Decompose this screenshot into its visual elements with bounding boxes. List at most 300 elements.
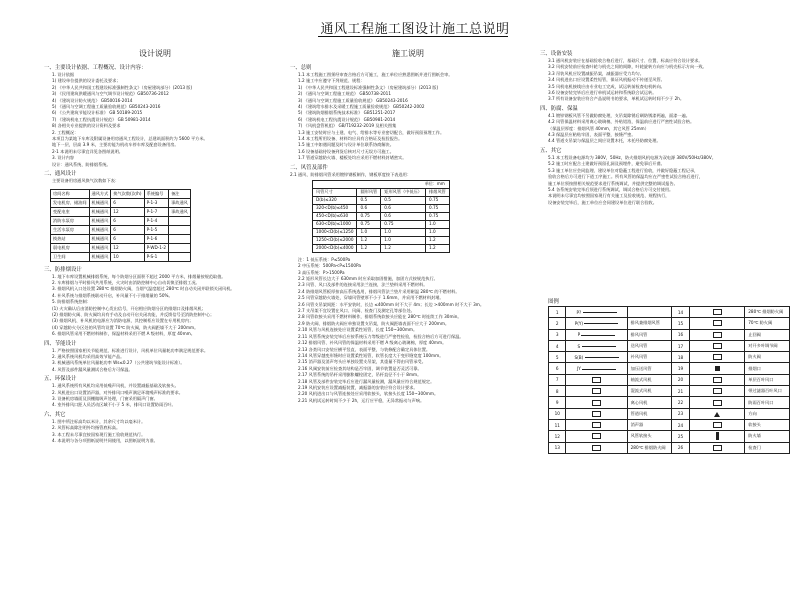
note-line: 2. 工程概况： — [52, 129, 79, 135]
legend-table — [548, 306, 790, 454]
table-cell: 12 — [111, 243, 144, 252]
note-line: 3.6 设备安装完毕后应进行单机试运转和系统联合试运转。 — [548, 90, 657, 96]
legend-cell — [566, 386, 627, 397]
ventilation-table — [50, 189, 191, 262]
note-line: 2.10 风管与风机连接处应设置柔性短管，长度 150~300mm。 — [298, 327, 418, 333]
note-line: 本说明未尽事宜均按照国家现行有关施工及验收规范、规程执行， — [548, 193, 670, 199]
note-line: 5) 《建筑防烟排烟系统技术标准》 GB51251-2017 — [298, 110, 396, 116]
legend-cell — [689, 442, 744, 453]
legend-cell — [689, 352, 744, 363]
table-cell: 消防水泵房 — [51, 216, 90, 225]
legend-cell — [566, 419, 627, 430]
note-line: (1) 火灾确认后由消防控制中心发出信号，开启相应防烟分区的排烟口及排烟风机； — [52, 305, 206, 311]
legend-symbol-box — [713, 309, 722, 315]
note-line: 2.3 风管、风口及部件的连接采用法兰连接，法兰垫料采用不燃材料。 — [298, 282, 428, 288]
legend-cell — [689, 307, 744, 318]
table-row — [313, 212, 450, 220]
legend-row — [549, 352, 790, 363]
note-line: 1. 图中所注标高均以米计，其余尺寸均以毫米计。 — [52, 418, 146, 424]
note-line: 2.21 风机试运转时间不少于 2h，运行应平稳，无异常振动与声响。 — [298, 397, 425, 403]
legend-cell — [566, 374, 627, 385]
note-line: 3.4 风机进出口应设置柔性短管，保证风机振动不传递至风管。 — [548, 77, 665, 83]
legend-cell: 轴流式风机 — [627, 374, 672, 385]
legend-symbol-box — [713, 422, 722, 428]
table-cell: 机械通风 — [89, 234, 111, 243]
table-cell — [169, 252, 191, 261]
equipment-section-3-body — [540, 58, 790, 103]
note-line: 3. 本工程未尽事宜按国家现行施工验收规范执行。 — [52, 431, 146, 437]
equipment-section-4-heading: 四、防腐、保温 — [540, 105, 578, 112]
note-line: 2.4 防排烟风管板厚按高压系统选用，排烟风管法兰垫片采用耐温 280℃ 的不燃材料。 — [298, 288, 460, 294]
legend-cell — [566, 397, 627, 408]
legend-symbol-box — [713, 400, 722, 406]
legend-cell: 3 — [549, 329, 566, 340]
legend-row — [549, 363, 790, 374]
legend-cell: 280℃ 排烟防火阀 — [627, 442, 672, 453]
legend-cell: 消声器 — [627, 419, 672, 430]
legend-row — [549, 408, 790, 419]
ventilation-table-header — [51, 189, 191, 198]
table-header-cell: 圆形风管 — [357, 189, 381, 197]
table-cell: 0.5 — [381, 197, 426, 205]
design-section-2-intro: 主要设备用房通风换气次数如下表： — [52, 178, 120, 184]
table-header-cell: 换气次数(次/h) — [111, 189, 144, 198]
note-line: (2) 排烟防火阀、防火阀均具有手动及自动开启关闭功能，并反馈信号至消防控制中心； — [52, 311, 215, 317]
legend-cell — [689, 329, 744, 340]
table-cell: 2000<D(b)≤4000 — [313, 244, 357, 252]
note-line: 2.8 风管软接头采用不燃材料制作，排烟系统软接头应能在 280℃ 时连续工作 30min。 — [298, 314, 462, 320]
table-cell: 机械通风 — [89, 252, 111, 261]
note-line: 3 高压系统：P>1500Pa — [298, 269, 345, 275]
legend-symbol-line — [581, 335, 615, 336]
legend-cell: 管道风机 — [627, 408, 672, 419]
table-cell: 0.5 — [357, 197, 381, 205]
table-cell: 1250<D(b)≤2000 — [313, 236, 357, 244]
legend-cell: 9 — [549, 397, 566, 408]
legend-cell: 止回阀 — [745, 329, 790, 340]
table-cell: 6 — [111, 216, 144, 225]
legend-symbol-box — [592, 411, 601, 417]
legend-cell: 排烟口 — [745, 363, 790, 374]
design-section-1-heading: 一、主要设计依据、工程概况、设计内容： — [44, 65, 147, 71]
legend-symbol-box — [713, 343, 722, 349]
equipment-section-4-body — [540, 113, 790, 145]
note-line: 2. 车库排烟与平时排风共用系统，火灾时由消防控制中心自动切换至排烟工况。 — [52, 279, 200, 285]
legend-cell — [689, 340, 744, 351]
table-cell: 0.75 — [381, 220, 426, 228]
legend-cell — [689, 408, 744, 419]
legend-cell: 防雨百叶风口 — [745, 397, 790, 408]
note-line: 2) 《中华人民共和国工程建设标准强制性条文》（房屋建筑部分）(2013 版) — [52, 84, 193, 90]
table-cell: 0.75 — [425, 205, 449, 213]
legend-cell: 1 — [549, 307, 566, 318]
note-line: 1.5 施工中如遇问题及时与设计单位联系协商解决。 — [298, 142, 394, 148]
note-line: 5.4 各系统安装完毕后须进行系统调试，调试合格后方可交付使用。 — [548, 186, 674, 192]
note-line: 1.2 施工中应遵守下列规范、规程： — [298, 78, 365, 84]
note-line: 2.5 风管穿越防火墙处，穿墙风管壁厚不小于 1.6mm，并采用不燃材料封堵。 — [298, 295, 444, 301]
note-line: 4) 《建筑设计防火规范》 GB50016-2014 — [52, 97, 133, 103]
table-cell: P-1-3 — [144, 198, 169, 207]
legend-code: P? — [576, 309, 582, 315]
duct-thickness-table — [312, 180, 450, 253]
table-cell: 机械通风 — [89, 198, 111, 207]
table-header-cell: 排烟风管 — [425, 189, 449, 197]
note-line: 3.1 通风机安装应在基础验收合格后进行，基础尺寸、位置、标高应符合设计要求。 — [548, 58, 703, 63]
note-line: 2) 《通风与空调工程施工规范》 GB50738-2011 — [298, 91, 392, 97]
note-line: 2. 通风系统风机均采用高效节能产品。 — [52, 353, 125, 359]
table-cell: 机械通风 — [89, 216, 111, 225]
note-line: 2.2 矩形风管长边大于 630mm 时应采取加固措施，加固方式按规范执行。 — [298, 276, 438, 282]
note-line: 验收合格后方可进行下道工序施工。所有风管的保温均应在严密性试验合格后进行， — [548, 174, 703, 180]
legend-symbol-tri — [714, 412, 720, 417]
legend-cell: 补风风管 — [627, 352, 672, 363]
design-section-6-body — [44, 419, 266, 445]
legend-cell — [566, 329, 627, 340]
legend-cell — [627, 307, 672, 318]
note-line: 7) 《风机盘管机组》 GB/T19232-2019 及相关图集 — [298, 123, 397, 129]
legend-row — [549, 386, 790, 397]
table-cell: 1.2 — [357, 236, 381, 244]
legend-cell: 11 — [549, 419, 566, 430]
design-section-5-heading: 五、环保设计 — [44, 376, 77, 383]
table-cell — [169, 216, 191, 225]
table-cell: 0.6 — [381, 205, 426, 213]
legend-cell — [689, 419, 744, 430]
legend-cell: 混流式风机 — [627, 386, 672, 397]
note-line: 1. 地下车库设置机械排烟系统，每个防烟分区面积不超过 2000 平方米，排烟量按规范取值。 — [52, 273, 226, 279]
table-row — [51, 252, 191, 261]
legend-cell: 带过滤器百叶风口 — [745, 386, 790, 397]
table-cell: 机械通风 — [89, 207, 111, 216]
legend-cell: 280℃ 排烟防火阀 — [745, 307, 790, 318]
legend-cell — [566, 352, 627, 363]
table-cell: 450<D(b)≤630 — [313, 212, 357, 220]
legend-cell: 25 — [672, 431, 689, 442]
design-section-6-heading: 六、其它 — [44, 411, 66, 418]
legend-symbol-fill — [715, 366, 720, 371]
note-line: 3. 设备机房墙面及顶棚做吸声处理，门窗采用隔声门窗。 — [52, 396, 158, 401]
note-line: 2 中压系统：500Pa<P≤1500Pa — [298, 263, 361, 269]
ventilation-table-body — [51, 198, 191, 261]
table-row — [51, 234, 191, 243]
table-cell: D(b)≤320 — [313, 197, 357, 205]
table-header-cell: 房间名称 — [51, 189, 90, 198]
note-line: 6) 《公共建筑节能设计标准》 GB 50189-2015 — [52, 110, 143, 116]
legend-cell: 15 — [672, 318, 689, 329]
legend-cell: 16 — [672, 329, 689, 340]
table-cell: 弱电机房 — [51, 243, 90, 252]
table-cell — [169, 225, 191, 234]
table-header-cell: 备注 — [169, 189, 191, 198]
legend-cell: 12 — [549, 431, 566, 442]
note-line: 注：1 低压系统：P≤500Pa — [298, 256, 351, 262]
design-section-3-body — [44, 274, 266, 338]
note-line: (3) 排烟风机、补风机的电源应为消防电源，其控制柜应设置在专用机房内； — [52, 318, 194, 324]
legend-cell: 6 — [549, 363, 566, 374]
note-line: 1. 通风系统所有风机均采用低噪声风机，并设置减振基础及软接头。 — [52, 383, 179, 389]
legend-cell: 离心风机 — [627, 397, 672, 408]
legend-cell — [566, 408, 627, 419]
table-header-cell: 矩形风管（中低压） — [381, 189, 426, 197]
table-row — [313, 197, 450, 205]
legend-code: P(Y) — [574, 320, 584, 326]
construction-notes-column — [290, 48, 526, 596]
note-line: 2-1 本说明未尽事宜详见各图纸说明。 — [52, 148, 123, 154]
legend-cell — [566, 442, 627, 453]
note-line: 设备安装完毕后，施工单位应会同建设单位进行联合验收。 — [548, 199, 657, 205]
legend-cell: 防火墙 — [745, 431, 790, 442]
table-cell: 1000<D(b)≤1250 — [313, 228, 357, 236]
equipment-section-3-heading: 三、设备安装 — [540, 51, 573, 57]
note-line: 1. 设计依据 — [52, 72, 75, 77]
note-line: 1. 严格按照国家相关节能规范、标准进行设计，风机单位风量耗功率满足规范要求。 — [52, 347, 209, 353]
table-cell: 1.2 — [381, 244, 426, 252]
legend-symbol-box — [592, 422, 601, 428]
note-line: 2.7 支吊架不宜设置在风口、风阀、检查门及测定孔等部位处。 — [298, 308, 415, 314]
note-line: 5.3 施工单位应会同监理、建设单位对隐蔽工程进行验收，并做好隐蔽工程记录， — [548, 167, 699, 173]
table-cell: 12 — [111, 207, 144, 216]
note-line: 5.2 施工时应配合土建做好预留孔洞及预埋件，避免事后开凿。 — [548, 161, 665, 167]
legend-cell: 风管软接头 — [627, 431, 672, 442]
legend-symbol-line — [582, 369, 616, 370]
note-line: 2.14 风管穿越变形缝时应设置柔性短管，软管长度大于变形缝宽度 100mm。 — [298, 352, 444, 358]
legend-cell — [689, 363, 744, 374]
table-row — [51, 216, 191, 225]
design-section-2-heading: 二、通风设计 — [44, 171, 77, 178]
table-cell: 事故通风 — [169, 207, 191, 216]
note-line: 2.17 风管系统的吊杆采用膨胀螺栓固定，吊杆直径不小于 8mm。 — [298, 372, 422, 378]
table-cell: 10 — [111, 252, 144, 261]
legend-cell — [689, 431, 744, 442]
table-cell: 320<D(b)≤450 — [313, 205, 357, 213]
legend-symbol-line — [582, 346, 616, 347]
legend-cell: 防火阀 — [745, 352, 790, 363]
table-cell: 换热站 — [51, 234, 90, 243]
note-line: (4) 穿越防火分区处的风管均设置 70℃ 防火阀，防火阀距墙不大于 200mm。 — [52, 324, 199, 330]
legend-cell — [689, 374, 744, 385]
construction-heading: 施工说明 — [392, 49, 424, 58]
note-line: 2. 风管标高除注明外均指管底标高。 — [52, 425, 121, 431]
legend-cell: 方向 — [745, 408, 790, 419]
legend-cell: 7 — [549, 374, 566, 385]
legend-cell: 70℃ 防火阀 — [745, 318, 790, 329]
legend-symbol-bar — [716, 432, 719, 440]
duct-table-body — [313, 197, 450, 253]
note-line: 3) 《民用建筑供暖通风与空气调节设计规范》GB50736-2012 — [52, 91, 169, 97]
legend-cell: 对开多叶调节阀 — [745, 340, 790, 351]
title-underline — [318, 36, 508, 37]
design-section-1-body — [44, 72, 266, 168]
note-line: 3) 《通风与空调工程施工质量验收规范》 GB50243-2016 — [298, 97, 408, 103]
table-header-cell: 风管尺寸 — [313, 189, 357, 197]
legend-cell: 排风风管 — [627, 329, 672, 340]
note-line: 2.20 风机进出口与风管连接处应采用软接头，软接头长度 150~300mm。 — [298, 391, 439, 397]
legend-cell: 21 — [672, 386, 689, 397]
equipment-section-5-body — [540, 155, 790, 206]
note-line: 7) 《建筑机电工程抗震设计规范》 GB 50981-2014 — [52, 116, 151, 122]
table-cell: 发电机房、储油间 — [51, 198, 90, 207]
note-line: 1) 建设单位提供的设计委托及要求； — [52, 78, 121, 84]
note-line: 3.3 吊装风机应设置减振吊架，减振器应受力均匀。 — [548, 70, 644, 76]
duct-table-unit: 单位：mm — [313, 181, 450, 189]
note-line: 2.11 风管系统安装完毕后应按系统压力等级进行严密性检验，检验合格后方可进行保温。 — [298, 333, 464, 339]
table-cell: 0.75 — [357, 220, 381, 228]
table-cell: 6 — [111, 234, 144, 243]
table-cell: 机械通风 — [89, 225, 111, 234]
table-cell: 0.6 — [357, 205, 381, 213]
legend-cell: 送风风管 — [627, 340, 672, 351]
legend-symbol-box — [592, 388, 601, 394]
table-row — [51, 243, 191, 252]
legend-cell — [689, 318, 744, 329]
note-line: 3.2 风机安装前应检查叶轮与机壳之间的间隙，叶轮旋转方向应与机壳标示方向一致。 — [548, 64, 707, 70]
note-line: 2.16 风阀安装前应检查其结构是否牢固，调节装置是否灵活可靠。 — [298, 365, 422, 371]
legend-cell: 检查门 — [745, 442, 790, 453]
table-cell: 1.2 — [425, 236, 449, 244]
table-cell — [169, 234, 191, 243]
legend-row — [549, 431, 790, 442]
legend-cell: 22 — [672, 397, 689, 408]
document-title: 通风工程施工图设计施工总说明 — [320, 22, 510, 37]
legend-cell: 26 — [672, 442, 689, 453]
legend-row — [549, 329, 790, 340]
note-line: 2.18 风管及部件安装完毕后应进行漏风量检测，漏风量应符合规范规定。 — [298, 378, 435, 384]
legend-symbol-line — [583, 312, 617, 313]
note-line: （保温层厚度：排烟风管 40mm，其它风管 25mm） — [548, 125, 649, 131]
legend-row — [549, 442, 790, 453]
legend-cell: 2 — [549, 318, 566, 329]
table-cell: 1.0 — [357, 228, 381, 236]
note-line: 3.7 所有设备安装应符合产品说明书的要求，单机试运转时间不少于 2h。 — [548, 96, 685, 102]
table-cell: 机械通风 — [89, 243, 111, 252]
table-row — [313, 244, 450, 252]
design-section-3-heading: 三、防排烟设计 — [44, 266, 82, 273]
legend-cell: 17 — [672, 340, 689, 351]
note-line: 2. 风机进出口设置消声器，对外排风口噪声满足环境噪声标准的要求。 — [52, 389, 183, 395]
note-line: 1.1 本工程施工图须经审查合格后方可施工，施工单位应熟悉图纸并进行图纸会审。 — [298, 72, 453, 77]
note-line: 1.7 管道穿越防火墙、楼板处均应采用不燃材料封堵密实。 — [298, 155, 407, 161]
legend-cell: 4 — [549, 340, 566, 351]
note-line: 5) 《通风与空调工程施工质量验收规范》GB50243-2016 — [52, 104, 161, 110]
note-line: 4. 本说明与各分项图纸说明共同使用，以图纸说明为准。 — [52, 438, 158, 444]
note-line: 4. 室外排风口距人员活动区域不小于 5 米，排风口设置防雨百叶。 — [52, 402, 176, 408]
design-notes-column — [44, 48, 266, 596]
note-line: 2.13 各类风口安装应横平竖直、表面平整，与装修配合确定具体位置。 — [298, 346, 431, 352]
note-line: 2.19 风机安装应设置减振装置，减振器的安装应符合设计要求。 — [298, 384, 418, 390]
legend-cell — [689, 386, 744, 397]
table-cell: 6 — [111, 225, 144, 234]
note-line: 4. 补风系统与排烟系统联动开启，补风量不小于排烟量的 50%。 — [52, 292, 173, 298]
table-cell: 变配电室 — [51, 207, 90, 216]
table-cell: P-1-4 — [144, 216, 169, 225]
construction-section-2-heading: 二、风管及部件 — [290, 164, 328, 171]
design-heading: 设计说明 — [139, 49, 171, 58]
table-cell: 1.0 — [425, 228, 449, 236]
legend-row — [549, 374, 790, 385]
table-cell: P-1-5 — [144, 225, 169, 234]
note-line: 2.6 风管支吊架间距：水平安装时，长边 ≤400mm 时不大于 4m；长边 >400mm 时不大于 3m。 — [298, 301, 485, 307]
legend-symbol-box — [713, 320, 722, 326]
legend-cell: 8 — [549, 386, 566, 397]
design-section-4-heading: 四、节能设计 — [44, 340, 77, 347]
table-cell: P-1-7 — [144, 207, 169, 216]
table-cell: 1.0 — [381, 228, 426, 236]
table-cell: 事故通风 — [169, 198, 191, 207]
table-row — [313, 236, 450, 244]
note-line: 地下一层，层高 3.9 米，主要功能为机动车停车库及配套设备用房。 — [52, 142, 179, 148]
legend-cell: 单层百叶风口 — [745, 374, 790, 385]
table-cell: 1.0 — [381, 236, 426, 244]
table-cell: 630<D(b)≤1000 — [313, 220, 357, 228]
note-line: 4.4 管道支吊架与保温层之间应设置木托，木托经防腐处理。 — [548, 138, 661, 144]
table-row — [51, 207, 191, 216]
note-line: 施工单位须按照相关规范要求进行系统调试，并提供完整的调试报告。 — [548, 180, 678, 186]
table-cell: 卫生间 — [51, 252, 90, 261]
legend-code: S(B) — [574, 354, 584, 360]
note-line: 4.2 风管保温材料采用离心玻璃棉，外贴铝箔，保温前应进行严密性试验合格。 — [548, 119, 695, 125]
legend-symbol-box — [592, 377, 601, 383]
note-line: 4.3 保温层应粘贴牢固，表面平整，接缝严密。 — [548, 132, 636, 138]
table-cell: P-WD-1-2 — [144, 243, 169, 252]
legend-cell: 加压送风管 — [627, 363, 672, 374]
legend-cell: 排风兼排烟风管 — [627, 318, 672, 329]
table-cell — [169, 243, 191, 252]
legend-row — [549, 307, 790, 318]
note-line: 2.12 排烟风管、补风风管的保温材料采用不燃 A 级离心玻璃棉，厚度 40mm。 — [298, 340, 447, 346]
legend-symbol-box — [592, 400, 601, 406]
legend-cell — [566, 340, 627, 351]
legend-symbol-box — [713, 354, 722, 360]
legend-cell: 5 — [549, 352, 566, 363]
legend-cell — [566, 431, 627, 442]
legend-row — [549, 419, 790, 430]
note-line: 1.4 本工程所用设备、材料均应具有合格证及检验报告。 — [298, 136, 403, 142]
note-line: 2.9 防火阀、排烟防火阀应单独设置支吊架，防火阀距墙表面不应大于 200mm。 — [298, 320, 450, 326]
note-line: 3. 设计内容 — [52, 155, 75, 161]
legend-cell: 19 — [672, 363, 689, 374]
legend-cell: 14 — [672, 307, 689, 318]
table-row — [313, 220, 450, 228]
note-line: 5. 防排烟系统控制： — [52, 299, 91, 305]
construction-section-1-body — [290, 72, 526, 162]
design-section-4-body — [44, 348, 266, 374]
note-line: 1.6 设备基础待设备到货后核对尺寸无误方可施工。 — [298, 148, 394, 154]
note-line: 4.1 镀锌钢板风管不另做防腐处理，支吊架除锈后刷防锈漆两遍，面漆一遍。 — [548, 112, 690, 118]
table-row — [51, 225, 191, 234]
legend-cell: 18 — [672, 352, 689, 363]
construction-section-1-heading: 一、总则 — [290, 65, 312, 71]
legend-cell: 20 — [672, 374, 689, 385]
legend-symbol-line — [585, 357, 619, 358]
note-line: 1.3 施工安装时应与土建、电气、给排水等专业密切配合，做好预留预埋工作。 — [298, 129, 445, 135]
note-line: 设计：通风系统、防排烟系统。 — [52, 161, 111, 167]
legend-cell: 13 — [549, 442, 566, 453]
legend-cell — [566, 318, 627, 329]
note-line: 3. 排烟风机入口处设置 280℃ 排烟防火阀，当烟气温度超过 280℃ 时自动关闭并联锁关闭风机。 — [52, 286, 235, 292]
legend-cell — [689, 397, 744, 408]
note-line: 4) 《建筑给水排水及采暖工程施工质量验收规范》 GB50242-2002 — [298, 104, 425, 110]
table-cell: P-1-6 — [144, 234, 169, 243]
legend-cell: 软接头 — [745, 419, 790, 430]
note-line: 本项目为某地下车库及附属设备用房通风工程设计，总建筑面积约为 5600 平方米。 — [52, 136, 208, 142]
table-cell: 0.75 — [425, 197, 449, 205]
note-line: 5.1 本工程设备电源均为 380V，50Hz，防火排烟风机电源为双电源 380V/50Hz/380V。 — [548, 154, 716, 160]
legend-symbol-box — [592, 433, 601, 439]
duct-table-header — [313, 189, 450, 197]
table-cell: 0.75 — [357, 212, 381, 220]
legend-cell: 24 — [672, 419, 689, 430]
table-row — [313, 228, 450, 236]
